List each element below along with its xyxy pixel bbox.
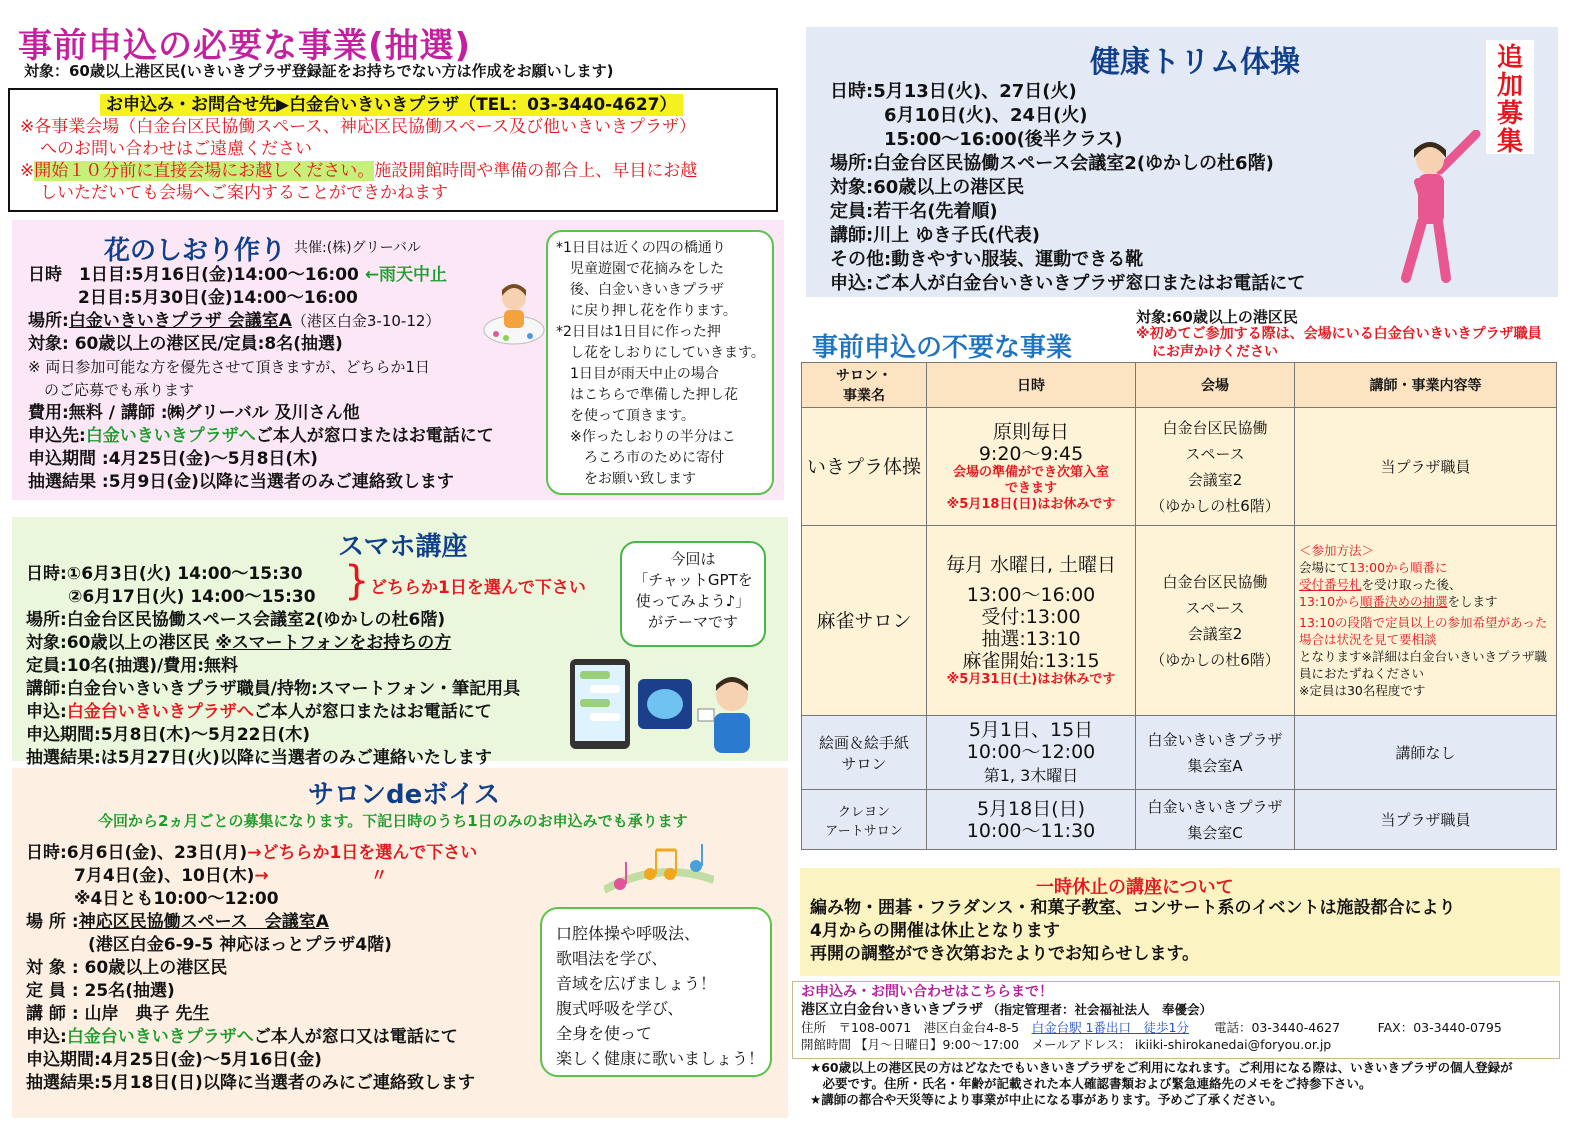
sumaho-title: スマホ講座 bbox=[338, 532, 468, 562]
smartphone-ai-illustration bbox=[568, 655, 760, 755]
health-title: 健康トリム体操 bbox=[1090, 45, 1300, 80]
footer-head: お申込み・お問い合わせはこちらまで！ bbox=[801, 984, 1053, 1000]
table-row: クレヨン アートサロン 5月18日(日) 10:00～11:30 白金いきいきプラザ 集会室C 当プラザ職員 bbox=[802, 790, 1557, 850]
fuyou-title: 事前申込の不要な事業 bbox=[812, 333, 1073, 363]
contact-headline: お申込み・お問合せ先▶白金台いきいきプラザ（TEL：03-3440-4627） bbox=[100, 94, 683, 116]
footer-org: 港区立白金台いきいきプラザ bbox=[801, 1002, 983, 1018]
brace-icon: } bbox=[344, 558, 370, 604]
sumaho-capacity: 定員:10名(抽選)/費用:無料 bbox=[26, 656, 239, 676]
table-row: いきプラ体操 原則毎日 9:20～9:45 会場の準備ができ次第入室 できます ※5月18日(日)はお休みです 白金台区民協働 スペース 会議室2 （ゆかしの杜6階） 当プラザ職員 bbox=[802, 408, 1557, 526]
music-notes-icon bbox=[604, 840, 714, 900]
event-name: クレヨン アートサロン bbox=[802, 790, 927, 850]
contact-note-1a: ※各事業会場（白金台区民協働スペース、神応区民協働スペース及び他いきいきプラザ） bbox=[20, 117, 697, 137]
sumaho-date1: 日時:①6月3日(火) 14:00～15:30 bbox=[26, 564, 303, 584]
table-row: 麻雀サロン 毎月 水曜日, 土曜日 13:00～16:00 受付:13:00 抽選:13:10 麻雀開始:13:15 ※5月31日(土)はお休みです 白金台区民協働 スペース 会議室2 （ゆかしの杜6階） ＜参加方法＞ 会場にて13:00から順番に 受付番号札を受け取った後、 13:10から順番決めの抽選をします 13:10の段階で定員以上の参加希望があった場合は状況を見て要相談 となります※詳細は白金台いきいきプラザ職員におたずねください ※定員は30名程度です bbox=[802, 526, 1557, 716]
voice-bubble: 口腔体操や呼吸法、 歌唱法を学び、 音域を広げましょう！ 腹式呼吸を学び、 全身を使って 楽しく健康に歌いましょう！ bbox=[540, 907, 772, 1077]
th-teacher: 講師・事業内容等 bbox=[1295, 363, 1557, 408]
hana-title: 花のしおり作り bbox=[104, 236, 287, 266]
sumaho-details: 日時:①6月3日(火) 14:00～15:30 ②6月17日(火) 14:00～15:30 場所:白金台区民協働スペース会議室2(ゆかしの杜6階) 対象:60歳以上の港区民 ※スマートフォンをお持ちの方 定員:10名(抽選)/費用:無料 講師:白金台いきいきプラザ職員/持物:スマートフォン・筆記用具 申込:白金台いきいきプラザへご本人が窓口またはお電話にて 申込期間:5月8日(木)～5月22日(木) 抽選結果:は5月27日(火)以降に当選者のみご連絡いたします bbox=[26, 564, 521, 768]
th-venue: 会場 bbox=[1136, 363, 1295, 408]
footnotes: ★60歳以上の港区民の方はどなたでもいきいきプラザをご利用になれます。ご利用になる際は、いきいきプラザの個人登録が 必要です。住所・氏名・年齢が記載された本人確認書類および緊急連絡先のメモをご持参下さい。 ★講師の都合や天災等により事業が中止になる事があります。予めご了承ください。 bbox=[810, 1060, 1513, 1107]
access-link[interactable]: 白金台駅 1番出口 徒歩1分 bbox=[1031, 1020, 1189, 1035]
sumaho-bubble: 今回は 「チャットGPTを 使ってみよう♪」 がテーマです bbox=[620, 541, 766, 647]
health-details: 日時:5月13日(火)、27日(火) 6月10日(火)、24日(火) 15:00～16:00(後半クラス) 場所:白金台区民協働スペース会議室2(ゆかしの杜6階) 対象:60歳以上の港区民 定員:若干名(先着順) 講師:川上 ゆき子氏(代表) その他:動きやすい服装、運動できる靴 申込:ご本人が白金台いきいきプラザ窓口またはお電話にて bbox=[830, 81, 1306, 294]
event-name: いきプラ体操 bbox=[802, 408, 927, 526]
sumaho-items: 講師:白金台いきいきプラザ職員/持物:スマートフォン・筆記用具 bbox=[26, 679, 521, 699]
suspend-details: 編み物・囲碁・フラダンス・和菓子教室、コンサート系のイベントは施設都合により 4月からの開催は休止となります 再開の調整ができ次第おたよりでお知らせします。 bbox=[810, 898, 1456, 964]
page-title: 事前申込の必要な事業(抽選) bbox=[18, 26, 472, 66]
hana-rain-note: ←雨天中止 bbox=[364, 265, 448, 285]
sumaho-period: 申込期間:5月8日(木)～5月22日(木) bbox=[26, 725, 311, 745]
hana-date2: 2日目:5月30日(金)14:00～16:00 bbox=[78, 288, 358, 308]
voice-details: 日時:6月6日(金)、23日(月)→どちらか1日を選んで下さい 7月4日(金)、10日(木)→ 〃 ※4日とも10:00～12:00 場 所 :神応区民協働スペース 会議室A (港区白金6-9-5 神応ほっとプラザ4階) 対 象 : 60歳以上の港区民 定 員 : 25名(抽選) 講 師 : 山岸 典子 先生 申込:白金台いきいきプラザへご本人が窓口又は電話にて 申込期間:4月25日(金)～5月16日(金) 抽選結果:5月18日(日)以降に当選者のみにご連絡致します bbox=[26, 843, 478, 1093]
voice-title: サロンdeボイス bbox=[308, 780, 500, 810]
hana-fee: 費用:無料 / 講師 :㈱グリーバル 及川さん他 bbox=[28, 403, 360, 423]
sumaho-choose: どちらか1日を選んで下さい bbox=[370, 578, 586, 598]
hana-place: 白金いきいきプラザ 会議室A bbox=[68, 311, 292, 331]
events-table bbox=[801, 362, 1557, 850]
hana-side-note: *1日目は近くの四の橋通り 児童遊園で花摘みをした 後、白金いきいきプラザ に戻り押し花を作ります。 *2日目は1日目に作った押 し花をしおりにしていきます。 1日目が雨天中止の場合 はこちらで準備した押し花 を使って頂きます。 ※作ったしおりの半分はこ ろころ市のために寄付 をお願い致します bbox=[546, 230, 774, 495]
hana-result: 抽選結果 :5月9日(金)以降に当選者のみご連絡致します bbox=[28, 472, 454, 492]
event-name: 絵画＆絵手紙 サロン bbox=[802, 716, 927, 790]
hana-target: 対象: 60歳以上の港区民/定員:8名(抽選) bbox=[28, 334, 343, 354]
th-date: 日時 bbox=[927, 363, 1136, 408]
sumaho-date2: ②6月17日(火) 14:00～15:30 bbox=[68, 587, 316, 607]
contact-note-2b: しいただいても会場へご案内することができかねます bbox=[40, 183, 448, 203]
event-name: 麻雀サロン bbox=[802, 526, 927, 716]
additional-recruit-badge: 追 加 募 集 bbox=[1486, 40, 1534, 154]
fuyou-note: ※初めてご参加する際は、会場にいる白金台いきいきプラザ職員 にお声かけください bbox=[1136, 326, 1542, 360]
contact-box bbox=[8, 88, 778, 212]
fuyou-target: 対象:60歳以上の港区民 bbox=[1136, 308, 1298, 326]
hana-cohost: 共催:(株)グリーバル bbox=[294, 240, 421, 256]
sumaho-place: 場所:白金台区民協働スペース会議室2(ゆかしの杜6階) bbox=[26, 610, 446, 630]
hana-period: 申込期間 :4月25日(金)～5月8日(木) bbox=[28, 449, 318, 469]
th-name: サロン・ 事業名 bbox=[802, 363, 927, 408]
page-target-note: 対象：60歳以上港区民(いきいきプラザ登録証をお持ちでない方は作成をお願いします) bbox=[24, 62, 614, 80]
hana-note-b: のご応募でも承ります bbox=[44, 381, 195, 399]
exercise-woman-illustration bbox=[1396, 130, 1486, 290]
hana-date1: 日時 1日目:5月16日(金)14:00～16:00 bbox=[28, 265, 359, 285]
hana-note-a: ※ 両日参加可能な方を優先させて頂きますが、どちらか1日 bbox=[28, 358, 430, 376]
voice-subtitle: 今回から2ヵ月ごとの募集になります。下記日時のうち1日のみのお申込みでも承ります bbox=[98, 812, 688, 830]
contact-note-1b: へのお問い合わせはご遠慮ください bbox=[40, 139, 312, 159]
hana-apply-place: 白金いきいきプラザへ bbox=[85, 426, 256, 446]
table-row: 絵画＆絵手紙 サロン 5月1日、15日 10:00～12:00 第1, 3木曜日 白金いきいきプラザ 集会室A 講師なし bbox=[802, 716, 1557, 790]
contact-note-2: ※開始１０分前に直接会場にお越しください。施設開館時間や準備の都合上、早目にお越 bbox=[20, 161, 698, 181]
girl-flower-illustration bbox=[482, 278, 546, 346]
suspend-title: 一時休止の講座について bbox=[1036, 877, 1234, 898]
sumaho-result: 抽選結果:は5月27日(火)以降に当選者のみご連絡いたします bbox=[26, 748, 492, 768]
footer-contact: お申込み・お問い合わせはこちらまで！ 港区立白金台いきいきプラザ （指定管理者：社会福祉法人 奉優会） 住所 〒108-0071 港区白金台4-8-5 白金台駅 1番出口 徒歩1分 電話：03-3440-4627 FAX：03-3440-0795 開館時間 【月～日曜日】9:00～17:00 メールアドレス： ikiiki-shirokanedai@foryou.or.jp bbox=[792, 981, 1560, 1059]
hana-details: 日時 1日目:5月16日(金)14:00～16:00 ←雨天中止 2日目:5月30日(金)14:00～16:00 場所:白金いきいきプラザ 会議室A（港区白金3-10-12） 対象: 60歳以上の港区民/定員:8名(抽選) ※ 両日参加可能な方を優先させて頂きますが、どちらか1日 のご応募でも承ります 費用:無料 / 講師 :㈱グリーバル 及川さん他 申込先:白金いきいきプラザへご本人が窓口またはお電話にて 申込期間 :4月25日(金)～5月8日(木) 抽選結果 :5月9日(金)以降に当選者のみご連絡致します bbox=[28, 265, 494, 492]
